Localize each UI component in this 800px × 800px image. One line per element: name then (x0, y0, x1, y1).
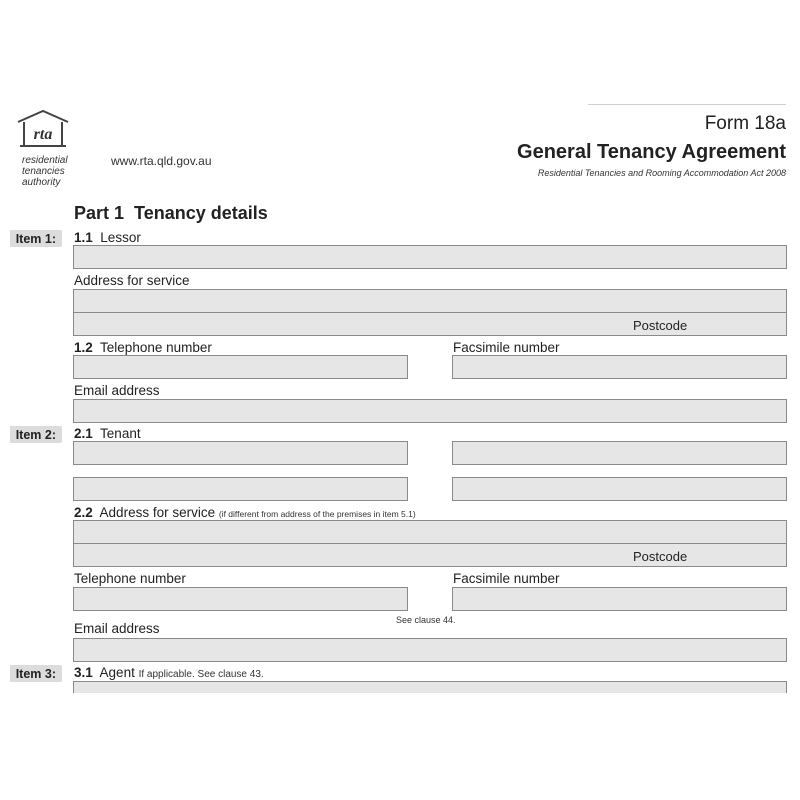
tenant-postcode-label: Postcode (633, 549, 688, 564)
lessor-fax-label: Facsimile number (453, 340, 560, 355)
lessor-label: 1.1 Lessor (74, 230, 141, 245)
lessor-address-label: Address for service (74, 273, 190, 288)
lessor-phone-label: 1.2 Telephone number (74, 340, 212, 355)
tenant-email-field[interactable] (73, 638, 787, 662)
lessor-fax-field[interactable] (452, 355, 787, 379)
tenant-address-field-1[interactable] (73, 520, 787, 544)
clause-note: See clause 44. (396, 615, 456, 625)
logo-text: rta (33, 126, 53, 143)
tenant-field-4[interactable] (452, 477, 787, 501)
item-1-tab: Item 1: (10, 230, 62, 247)
rta-logo (14, 108, 74, 148)
form-number: Form 18a (704, 113, 786, 134)
house-logo-icon (14, 108, 72, 150)
tenant-field-1[interactable] (73, 441, 408, 465)
lessor-email-field[interactable] (73, 399, 787, 423)
tenant-fax-label: Facsimile number (453, 571, 560, 586)
item-2-tab: Item 2: (10, 426, 62, 443)
lessor-field[interactable] (73, 245, 787, 269)
tenant-field-2[interactable] (452, 441, 787, 465)
tenant-field-3[interactable] (73, 477, 408, 501)
lessor-phone-field[interactable] (73, 355, 408, 379)
tenant-phone-field[interactable] (73, 587, 408, 611)
agent-field[interactable] (73, 681, 787, 693)
lessor-postcode-label: Postcode (633, 318, 688, 333)
website-link[interactable]: www.rta.qld.gov.au (111, 154, 212, 168)
tenant-email-label: Email address (74, 621, 160, 636)
tenant-phone-label: Telephone number (74, 571, 186, 586)
logo-caption: residential tenancies authority (22, 155, 68, 188)
lessor-address-field-1[interactable] (73, 289, 787, 313)
tenant-label: 2.1 Tenant (74, 426, 141, 441)
item-3-tab: Item 3: (10, 665, 62, 682)
tenant-address-label: 2.2 Address for service (if different from address of the premises in item 5.1) (74, 505, 416, 520)
lessor-email-label: Email address (74, 383, 160, 398)
act-name: Residential Tenancies and Rooming Accommodation Act 2008 (537, 168, 786, 178)
part-heading: Part 1 Tenancy details (74, 203, 268, 223)
header-rule (588, 104, 786, 105)
agent-label: 3.1 Agent If applicable. See clause 43. (74, 665, 264, 680)
form-title: General Tenancy Agreement (517, 141, 786, 163)
tenant-fax-field[interactable] (452, 587, 787, 611)
